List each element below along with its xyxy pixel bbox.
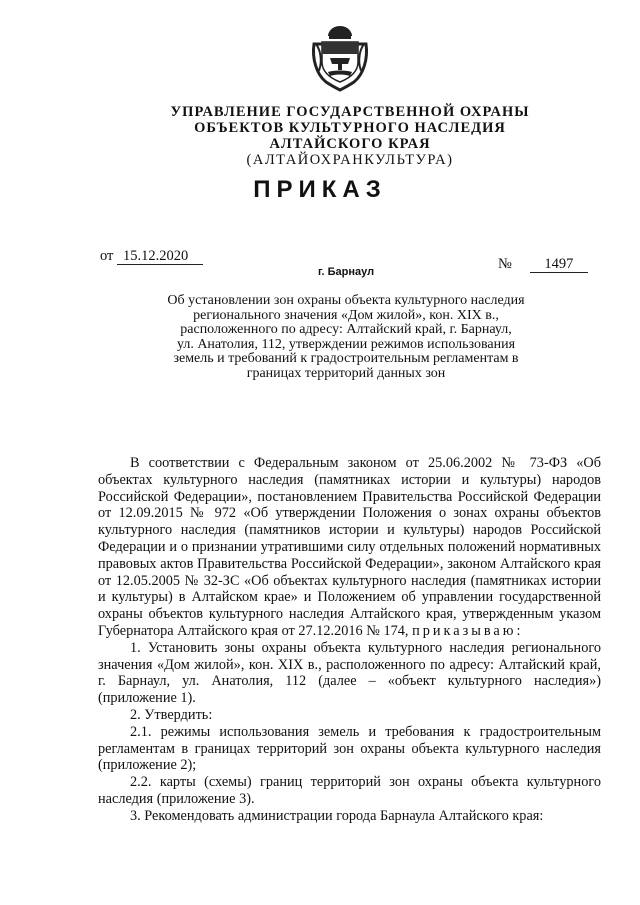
item-1: 1. Установить зоны охраны объекта культурного наследия регионального значения «Дом жилой», кон. XIX в., расположенного по адресу: Алтайский край, г. Барнаул, ул. Анатолия, 112 (далее – «объект культурного наследия») (приложение 1). (98, 639, 601, 707)
organization-name (120, 104, 580, 168)
preamble-paragraph (98, 455, 601, 640)
coat-of-arms-icon (308, 22, 372, 92)
subject-line: земель и требований к градостроительным регламентам в (173, 351, 519, 367)
date-row (100, 248, 203, 265)
number-prefix: № (498, 256, 512, 272)
document-date: 15.12.2020 (117, 249, 203, 265)
subject-line: расположенного по адресу: Алтайский край, г. Барнаул, (180, 322, 512, 338)
document-number: 1497 (530, 257, 588, 273)
order-subject (140, 294, 552, 382)
date-prefix: от (100, 248, 114, 264)
org-short-name: (АЛТАЙОХРАНКУЛЬТУРА) (246, 152, 454, 168)
item-2-1: 2.1. режимы использования земель и требования к градостроительным регламентам в границах территорий зон охраны объекта культурного наследия (приложение 2); (98, 723, 601, 774)
subject-line: границах территорий данных зон (246, 365, 446, 381)
item-2: 2. Утвердить: (130, 706, 213, 723)
order-word: приказываю: (412, 622, 524, 639)
order-body (98, 455, 601, 825)
org-line-2: ОБЪЕКТОВ КУЛЬТУРНОГО НАСЛЕДИЯ (194, 120, 506, 136)
document-title: ПРИКАЗ (253, 176, 387, 203)
number-row (498, 256, 588, 273)
subject-line: регионального значения «Дом жилой», кон. XIX в., (193, 307, 499, 323)
item-2-2: 2.2. карты (схемы) границ территорий зон охраны объекта культурного наследия (приложение 3). (98, 774, 601, 807)
item-3: 3. Рекомендовать администрации города Барнаула Алтайского края: (130, 807, 544, 824)
org-line-3: АЛТАЙСКОГО КРАЯ (269, 136, 431, 152)
org-line-1: УПРАВЛЕНИЕ ГОСУДАРСТВЕННОЙ ОХРАНЫ (170, 104, 530, 120)
city-label: г. Барнаул (318, 266, 375, 278)
preamble-text: В соответствии с Федеральным законом от 25.06.2002 № 73-ФЗ «Об объектах культурного наследия (памятниках истории и культуры) народов Российской Федерации», постановлением Правительства Российской Федерации от 12.09.2015 № 972 «Об утверждении Положения о зонах охраны объектов культурного наследия (памятников истории и культуры) народов Российской Федерации и о признании утратившими силу отдельных положений нормативных правовых актов Правительства Российской Федерации», законом Алтайского края от 12.05.2005 № 32-ЗС «Об объектах культурного наследия (памятниках истории и культуры) в Алтайском крае» и Положением об управлении государственной охраны объектов культурного наследия Алтайского края, утвержденным указом Губернатора Алтайского края от 27.12.2016 № 174, (98, 455, 601, 639)
subject-line: Об установлении зон охраны объекта культурного наследия (167, 293, 525, 308)
subject-line: ул. Анатолия, 112, утверждении режимов использования (176, 336, 516, 352)
